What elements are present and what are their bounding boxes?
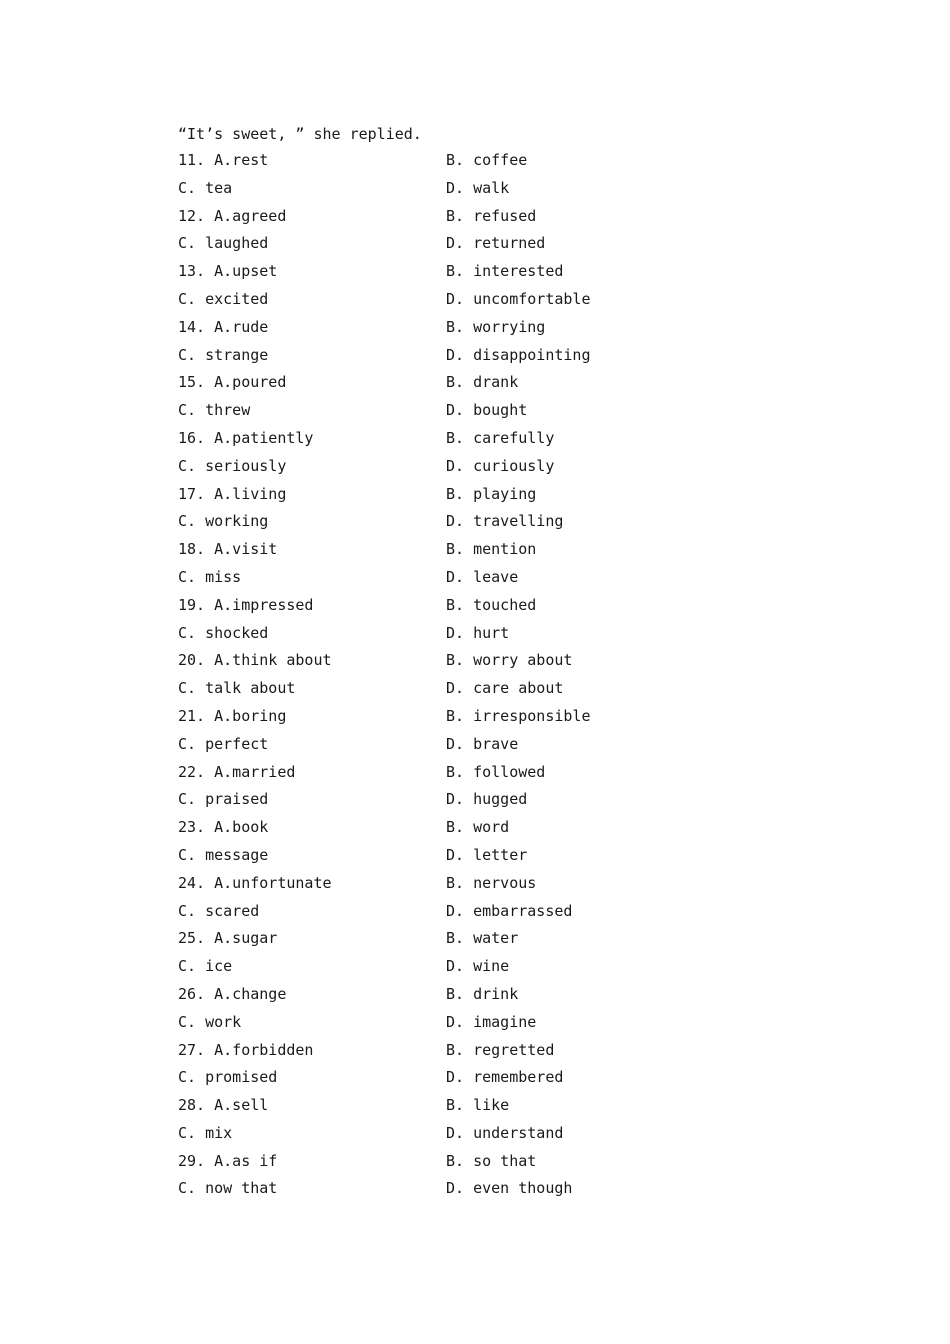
- option-right: D. letter: [446, 845, 528, 864]
- option-row: [178, 592, 778, 620]
- option-left: C. scared: [178, 901, 260, 920]
- option-left: 14. A.rude: [178, 317, 269, 336]
- option-right: B. like: [446, 1096, 510, 1115]
- option-left: C. tea: [178, 178, 233, 197]
- option-right: B. followed: [446, 762, 546, 781]
- option-row: [178, 230, 778, 258]
- option-right: B. regretted: [446, 1040, 555, 1059]
- option-left: 19. A.impressed: [178, 595, 314, 614]
- option-row: [178, 1120, 778, 1148]
- option-left: C. praised: [178, 790, 269, 809]
- option-right: B. word: [446, 818, 510, 837]
- option-row: [178, 1092, 778, 1120]
- option-row: [178, 647, 778, 675]
- option-row: [178, 620, 778, 648]
- option-row: [178, 842, 778, 870]
- option-right: D. embarrassed: [446, 901, 573, 920]
- option-row: [178, 953, 778, 981]
- option-right: D. wine: [446, 957, 510, 976]
- option-right: D. travelling: [446, 512, 564, 531]
- option-left: 29. A.as if: [178, 1151, 278, 1170]
- option-row: [178, 1037, 778, 1065]
- option-left: 26. A.change: [178, 984, 287, 1003]
- option-left: 17. A.living: [178, 484, 287, 503]
- option-row: [178, 870, 778, 898]
- option-left: C. excited: [178, 289, 269, 308]
- option-left: 13. A.upset: [178, 262, 278, 281]
- option-row: [178, 814, 778, 842]
- option-right: D. curiously: [446, 456, 555, 475]
- option-left: C. now that: [178, 1179, 278, 1198]
- option-left: 27. A.forbidden: [178, 1040, 314, 1059]
- option-left: C. perfect: [178, 734, 269, 753]
- option-left: C. mix: [178, 1123, 233, 1142]
- option-right: D. uncomfortable: [446, 289, 591, 308]
- option-right: D. disappointing: [446, 345, 591, 364]
- option-right: B. water: [446, 929, 519, 948]
- option-left: C. seriously: [178, 456, 287, 475]
- option-right: D. hugged: [446, 790, 528, 809]
- option-row: [178, 258, 778, 286]
- option-row: [178, 314, 778, 342]
- option-left: 21. A.boring: [178, 706, 287, 725]
- option-right: B. drink: [446, 984, 519, 1003]
- option-right: B. carefully: [446, 428, 555, 447]
- option-left: 25. A.sugar: [178, 929, 278, 948]
- option-left: 12. A.agreed: [178, 206, 287, 225]
- option-right: B. irresponsible: [446, 706, 591, 725]
- option-right: B. worrying: [446, 317, 546, 336]
- option-row: [178, 786, 778, 814]
- option-left: 15. A.poured: [178, 373, 287, 392]
- option-row: [178, 981, 778, 1009]
- option-left: 23. A.book: [178, 818, 269, 837]
- option-left: C. strange: [178, 345, 269, 364]
- option-right: D. bought: [446, 401, 528, 420]
- option-right: B. refused: [446, 206, 537, 225]
- option-right: B. worry about: [446, 651, 573, 670]
- option-row: [178, 703, 778, 731]
- option-left: 20. A.think about: [178, 651, 332, 670]
- option-row: [178, 731, 778, 759]
- option-left: C. shocked: [178, 623, 269, 642]
- option-row: [178, 508, 778, 536]
- intro-line: “It’s sweet, ” she replied.: [178, 125, 422, 143]
- option-right: B. drank: [446, 373, 519, 392]
- option-row: [178, 759, 778, 787]
- option-row: [178, 1148, 778, 1176]
- option-row: [178, 1064, 778, 1092]
- option-right: D. returned: [446, 234, 546, 253]
- option-right: B. nervous: [446, 873, 537, 892]
- option-row: [178, 564, 778, 592]
- option-row: [178, 342, 778, 370]
- option-right: D. remembered: [446, 1068, 564, 1087]
- option-row: [178, 369, 778, 397]
- option-left: 16. A.patiently: [178, 428, 314, 447]
- option-row: [178, 147, 778, 175]
- option-right: D. walk: [446, 178, 510, 197]
- option-left: C. promised: [178, 1068, 278, 1087]
- option-right: D. imagine: [446, 1012, 537, 1031]
- option-left: C. miss: [178, 567, 242, 586]
- option-row: [178, 286, 778, 314]
- option-row: [178, 453, 778, 481]
- option-left: 22. A.married: [178, 762, 296, 781]
- option-left: C. threw: [178, 401, 251, 420]
- option-row: [178, 1009, 778, 1037]
- option-right: D. care about: [446, 679, 564, 698]
- option-row: [178, 175, 778, 203]
- option-right: D. even though: [446, 1179, 573, 1198]
- option-row: [178, 1175, 778, 1203]
- option-right: B. interested: [446, 262, 564, 281]
- option-row: [178, 898, 778, 926]
- options-list: [178, 147, 778, 1203]
- option-left: 28. A.sell: [178, 1096, 269, 1115]
- option-row: [178, 425, 778, 453]
- option-right: B. so that: [446, 1151, 537, 1170]
- option-right: D. brave: [446, 734, 519, 753]
- option-right: D. hurt: [446, 623, 510, 642]
- option-right: B. mention: [446, 540, 537, 559]
- option-left: C. work: [178, 1012, 242, 1031]
- option-left: 11. A.rest: [178, 151, 269, 169]
- option-left: 18. A.visit: [178, 540, 278, 559]
- option-right: B. playing: [446, 484, 537, 503]
- option-right: D. understand: [446, 1123, 564, 1142]
- option-left: C. ice: [178, 957, 233, 976]
- option-left: C. talk about: [178, 679, 296, 698]
- option-right: B. coffee: [446, 151, 528, 169]
- option-right: B. touched: [446, 595, 537, 614]
- option-left: C. working: [178, 512, 269, 531]
- option-row: [178, 925, 778, 953]
- option-row: [178, 675, 778, 703]
- option-row: [178, 397, 778, 425]
- option-right: D. leave: [446, 567, 519, 586]
- option-left: C. message: [178, 845, 269, 864]
- option-row: [178, 481, 778, 509]
- option-left: 24. A.unfortunate: [178, 873, 332, 892]
- option-row: [178, 203, 778, 231]
- option-left: C. laughed: [178, 234, 269, 253]
- option-row: [178, 536, 778, 564]
